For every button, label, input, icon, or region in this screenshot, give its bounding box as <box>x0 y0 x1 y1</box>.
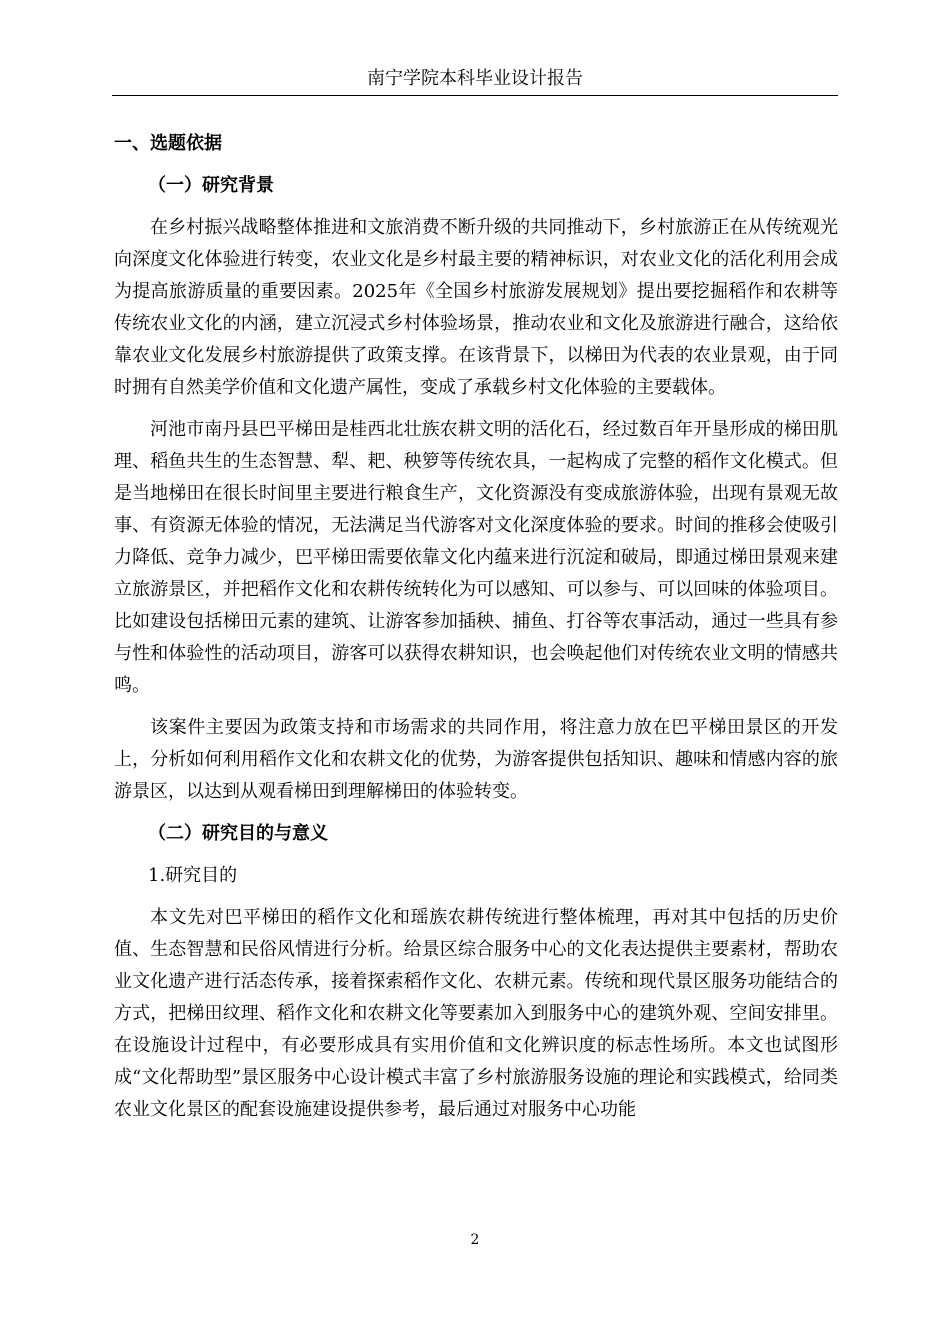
paragraph: 河池市南丹县巴平梯田是桂西北壮族农耕文明的活化石，经过数百年开垦形成的梯田肌理、稻鱼共生的生态智慧、犁、耙、秧箩等传统农具，一起构成了完整的稻作文化模式。但是当地梯田在很长时间里主要进行粮食生产，文化资源没有变成旅游体验，出现有景观无故事、有资源无体验的情况，无法满足当代游客对文化深度体验的要求。时间的推移会使吸引力降低、竞争力减少，巴平梯田需要依靠文化内蕴来进行沉淀和破局，即通过梯田景观来建立旅游景区，并把稻作文化和农耕传统转化为可以感知、可以参与、可以回味的体验项目。比如建设包括梯田元素的建筑、让游客参加插秧、捕鱼、打谷等农事活动，通过一些具有参与性和体验性的活动项目，游客可以获得农耕知识，也会唤起他们对传统农业文明的情感共鸣。 <box>114 419 838 696</box>
numbered-heading: 1.研究目的 <box>148 865 238 886</box>
paragraph: 该案件主要因为政策支持和市场需求的共同作用，将注意力放在巴平梯田景区的开发上，分析如何利用稻作文化和农耕文化的优势，为游客提供包括知识、趣味和情感内容的旅游景区，以达到从观看梯田到理解梯田的体验转变。 <box>114 717 838 802</box>
page-number: 2 <box>470 1232 480 1248</box>
header-rule <box>112 95 838 96</box>
subsection-heading-background: （一）研究背景 <box>148 175 274 196</box>
paragraph: 在乡村振兴战略整体推进和文旅消费不断升级的共同推动下，乡村旅游正在从传统观光向深度文化体验进行转变，农业文化是乡村最主要的精神标识，对农业文化的活化利用会成为提高旅游质量的重要因素。2025年《全国乡村旅游发展规划》提出要挖掘稻作和农耕等传统农业文化的内涵，建立沉浸式乡村体验场景，推动农业和文化及旅游进行融合，这给依靠农业文化发展乡村旅游提供了政策支撑。在该背景下，以梯田为代表的农业景观，由于同时拥有自然美学价值和文化遗产属性，变成了承载乡村文化体验的主要载体。 <box>114 217 838 398</box>
subsection-heading-purpose: （二）研究目的与意义 <box>148 823 328 844</box>
page-body <box>114 128 838 1136</box>
paragraph: 本文先对巴平梯田的稻作文化和瑶族农耕传统进行整体梳理，再对其中包括的历史价值、生态智慧和民俗风情进行分析。给景区综合服务中心的文化表达提供主要素材，帮助农业文化遗产进行活态传承，接着探索稻作文化、农耕元素。传统和现代景区服务功能结合的方式，把梯田纹理、稻作文化和农耕文化等要素加入到服务中心的建筑外观、空间安排里。在设施设计过程中，有必要形成具有实用价值和文化辨识度的标志性场所。本文也试图形成“文化帮助型”景区服务中心设计模式丰富了乡村旅游服务设施的理论和实践模式，给同类农业文化景区的配套设施建设提供参考，最后通过对服务中心功能 <box>114 907 838 1120</box>
section-heading: 一、选题依据 <box>114 133 222 154</box>
running-header: 南宁学院本科毕业设计报告 <box>367 68 583 89</box>
